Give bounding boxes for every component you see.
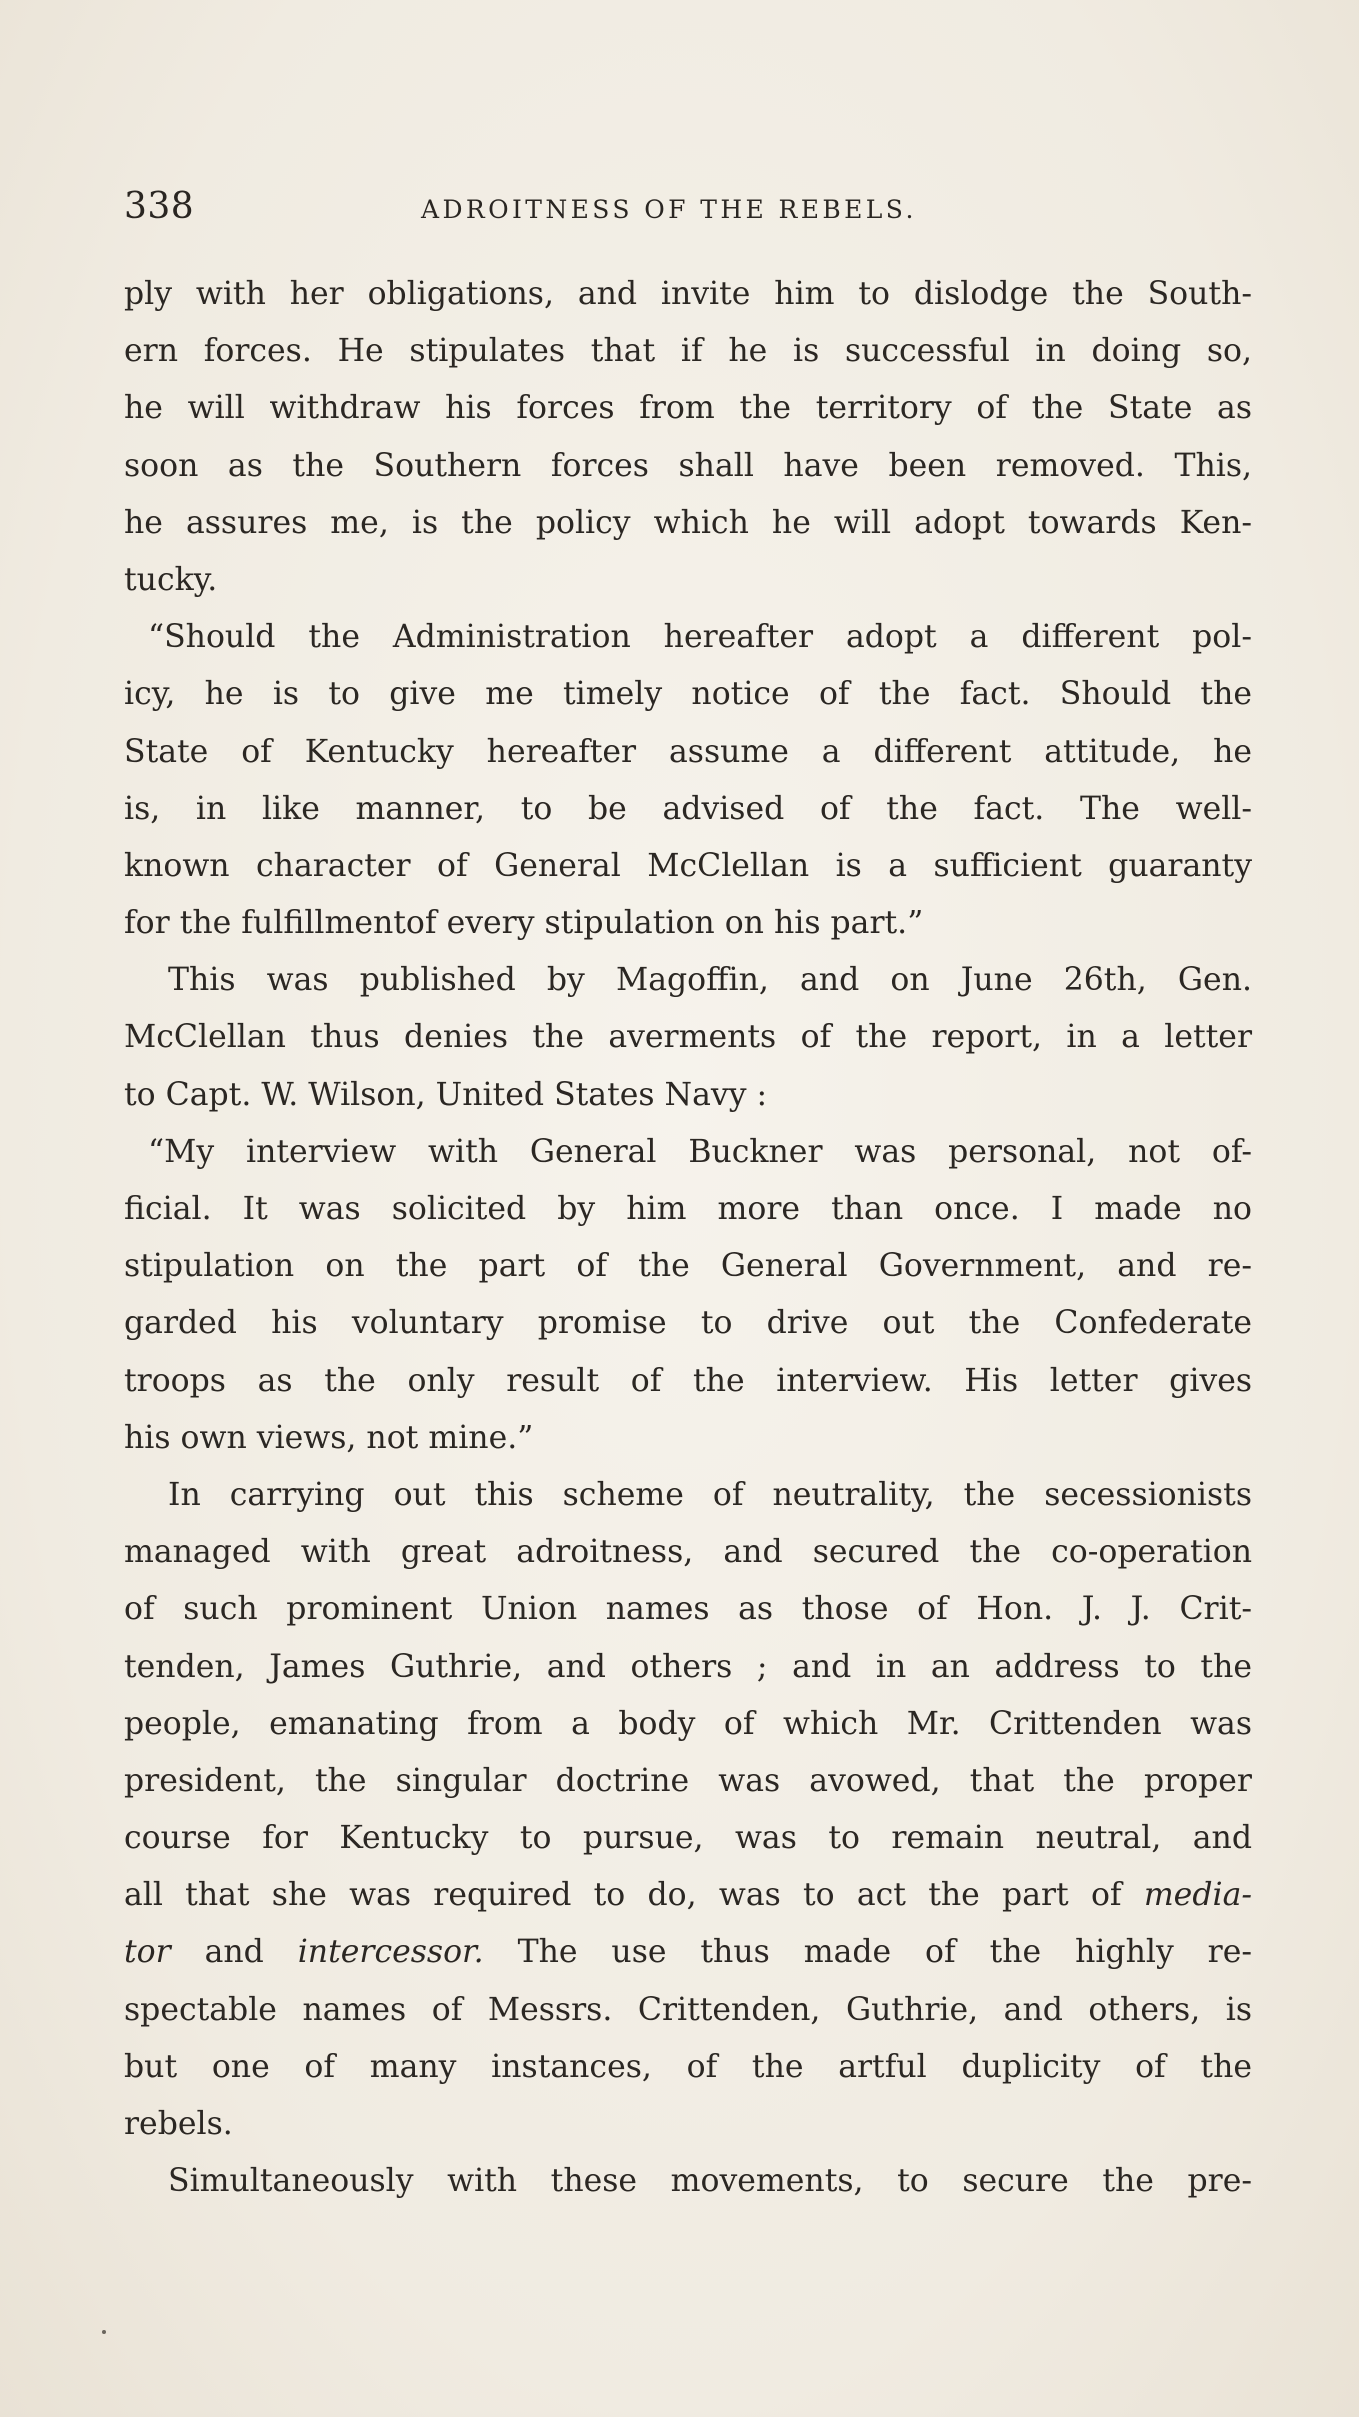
page-number: 338 [124,186,195,227]
text-line: This was published by Magoffin, and on June 26th, Gen. [168,962,1252,999]
text-line: president, the singular doctrine was avowed, that the proper [124,1762,1252,1799]
text-line: ficial. It was solicited by him more than once. I made no [124,1191,1252,1227]
text-line: but one of many instances, of the artful duplicity of the [124,2048,1252,2085]
text-line: tenden, James Guthrie, and others ; and in an address to the [124,1648,1252,1685]
text-line: for the fulfillmentof every stipulation on his part.” [124,905,924,942]
italic-word: tor [124,1934,171,1971]
italic-word: media- [1143,1877,1252,1914]
text-line: State of Kentucky hereafter assume a different attitude, he [124,733,1252,770]
text-line: “Should the Administration hereafter adopt a different pol- [148,619,1252,656]
italic-word: intercessor. [297,1934,484,1971]
text-line: rebels. [124,2106,233,2142]
text-line: to Capt. W. Wilson, United States Navy : [124,1076,768,1113]
text-line: Simultaneously with these movements, to secure the pre- [168,2163,1252,2200]
text-line: spectable names of Messrs. Crittenden, Guthrie, and others, is [124,1991,1252,2028]
text-line: ply with her obligations, and invite him to dislodge the South- [124,276,1252,312]
text-line: known character of General McClellan is a sufficient guaranty [124,847,1252,884]
text-line: his own views, not mine.” [124,1419,534,1456]
text-line: McClellan thus denies the averments of the report, in a letter [124,1019,1252,1056]
text-line: In carrying out this scheme of neutrality, the secessionists [168,1476,1252,1513]
text-line: of such prominent Union names as those of Hon. J. J. Crit- [124,1591,1252,1628]
text-line: garded his voluntary promise to drive out the Confederate [124,1305,1252,1342]
text-fragment: all that she was required to do, was to act the part of [124,1877,1122,1914]
text-line [124,1924,1252,1981]
ink-speck [102,2330,106,2334]
text-fragment: and [204,1934,264,1971]
body-text [124,266,1252,2210]
text-line: he will withdraw his forces from the territory of the State as [124,390,1252,427]
text-line: he assures me, is the policy which he will adopt towards Ken- [124,504,1252,541]
text-line: stipulation on the part of the General Government, and re- [124,1248,1252,1285]
text-line [124,1867,1252,1924]
text-line: is, in like manner, to be advised of the fact. The well- [124,790,1252,827]
text-line: tucky. [124,561,218,598]
text-line: people, emanating from a body of which Mr. Crittenden was [124,1705,1252,1742]
text-line: managed with great adroitness, and secured the co-operation [124,1534,1252,1571]
text-line: course for Kentucky to pursue, was to remain neutral, and [124,1820,1252,1857]
text-line: soon as the Southern forces shall have been removed. This, [124,447,1252,484]
text-line: ern forces. He stipulates that if he is successful in doing so, [124,333,1252,370]
running-head [124,186,1264,238]
text-line: icy, he is to give me timely notice of the fact. Should the [124,676,1252,713]
text-line: “My interview with General Buckner was personal, not of- [148,1133,1252,1170]
text-fragment: The use thus made of the highly re- [517,1934,1253,1971]
text-line: troops as the only result of the interview. His letter gives [124,1362,1252,1399]
running-title: ADROITNESS OF THE REBELS. [421,195,917,224]
